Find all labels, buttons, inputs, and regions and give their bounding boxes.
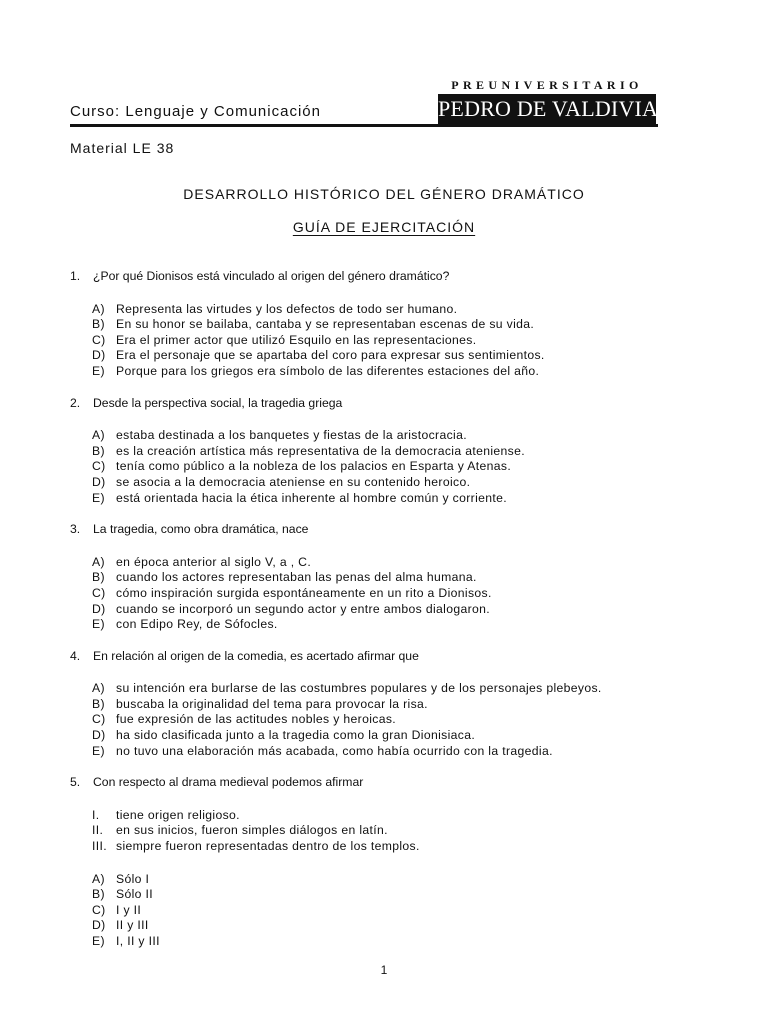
institution-logo [438,78,659,124]
statement-2 [70,823,690,839]
option-text: tenía como público a la nobleza de los palacios en Esparta y Atenas. [116,459,512,474]
option-letter: C) [92,459,106,474]
option-letter: B) [92,570,105,585]
question-number: 2. [70,395,81,410]
option-text: cuando se incorporó un segundo actor y entre ambos dialogaron. [116,601,491,616]
question-3 [70,522,690,633]
option-text: cuando los actores representaban las penas del alma humana. [116,570,477,585]
question-number: 5. [70,775,81,790]
statement-1 [70,808,690,824]
material-label: Material LE 38 [70,140,175,156]
statement-3 [70,839,690,855]
option-letter: C) [92,712,106,727]
question-number: 1. [70,269,81,283]
option-text: está orientada hacia la ética inherente al hombre común y corriente. [116,490,507,505]
option-letter: B) [92,696,105,711]
question-text: En relación al origen de la comedia, es acertado afirmar que [93,648,419,663]
option-text: se asocia a la democracia ateniense en su contenido heroico. [116,474,471,489]
option-d [70,918,690,934]
option-d [70,602,690,618]
option-letter: A) [92,428,105,443]
option-a [70,428,690,444]
option-d [70,475,690,491]
option-letter: B) [92,887,105,902]
question-text: Desde la perspectiva social, la tragedia griega [93,395,343,410]
option-letter: D) [92,474,106,489]
option-text: Porque para los griegos era símbolo de las diferentes estaciones del año. [116,363,540,378]
option-letter: A) [92,871,105,886]
option-letter: A) [92,301,105,316]
option-c [70,333,690,349]
option-text: es la creación artística más representativa de la democracia ateniense. [116,443,525,458]
option-text: en época anterior al siglo V, a , C. [116,554,312,569]
option-text: su intención era burlarse de las costumbres populares y de los personajes plebeyos. [116,681,602,696]
option-text: buscaba la originalidad del tema para provocar la risa. [116,696,428,711]
logo-top-text: PREUNIVERSITARIO [451,78,643,92]
question-4 [70,649,690,760]
option-b [70,444,690,460]
option-text: ha sido clasificada junto a la tragedia como la gran Dionisiaca. [116,728,476,743]
option-text: I, II y III [116,934,160,948]
statement-text: tiene origen religioso. [116,807,240,822]
option-b [70,317,690,333]
page-number: 1 [380,963,388,977]
option-text: no tuvo una elaboración más acabada, como había ocurrido con la tragedia. [116,743,553,758]
option-text: Sólo I [116,871,150,886]
option-letter: D) [92,918,106,933]
statement-number: II. [92,823,104,838]
option-a [70,681,690,697]
option-c [70,712,690,728]
option-text: II y III [116,918,149,933]
option-letter: A) [92,554,105,569]
option-text: I y II [116,902,142,917]
option-a [70,302,690,318]
document-subtitle: GUÍA DE EJERCITACIÓN [292,219,476,235]
option-d [70,728,690,744]
question-number: 3. [70,522,81,537]
option-a [70,872,690,888]
question-5 [70,775,690,949]
logo-main-text: PEDRO DE VALDIVIA [438,94,656,124]
statement-number: III. [92,839,107,854]
option-text: fue expresión de las actitudes nobles y heroicas. [116,712,397,727]
option-letter: B) [92,317,105,332]
question-1 [70,269,690,380]
option-text: Era el primer actor que utilizó Esquilo en las representaciones. [116,332,477,347]
document-subtitle-wrap [0,219,768,235]
option-b [70,887,690,903]
question-number: 4. [70,648,81,663]
option-e [70,934,690,950]
option-d [70,348,690,364]
option-c [70,459,690,475]
option-e [70,491,690,507]
statement-number: I. [92,807,100,822]
option-c [70,903,690,919]
option-e [70,617,690,633]
option-text: cómo inspiración surgida espontáneamente en un rito a Dionisos. [116,585,492,600]
document-title: DESARROLLO HISTÓRICO DEL GÉNERO DRAMÁTICO [183,186,585,202]
option-text: con Edipo Rey, de Sófocles. [116,617,278,632]
option-letter: C) [92,902,106,917]
question-text: ¿Por qué Dionisos está vinculado al origen del género dramático? [93,269,450,283]
option-letter: E) [92,363,105,378]
option-b [70,697,690,713]
option-c [70,586,690,602]
header-rule [70,124,658,127]
option-letter: C) [92,585,106,600]
option-text: estaba destinada a los banquetes y fiestas de la aristocracia. [116,428,467,443]
option-letter: E) [92,934,105,948]
option-e [70,744,690,760]
option-text: En su honor se bailaba, cantaba y se representaban escenas de su vida. [116,317,535,332]
option-text: Representa las virtudes y los defectos de todo ser humano. [116,301,458,316]
option-b [70,570,690,586]
course-label: Curso: Lenguaje y Comunicación [70,103,321,120]
option-letter: D) [92,601,106,616]
option-letter: D) [92,348,106,363]
option-a [70,555,690,571]
questions-list [70,269,690,950]
option-letter: E) [92,617,105,632]
question-text: Con respecto al drama medieval podemos afirmar [93,775,364,790]
option-text: Sólo II [116,887,154,902]
option-letter: E) [92,743,105,758]
option-letter: D) [92,728,106,743]
option-text: Era el personaje que se apartaba del coro para expresar sus sentimientos. [116,348,545,363]
option-letter: B) [92,443,105,458]
statement-text: siempre fueron representadas dentro de los templos. [116,839,420,854]
question-2 [70,396,690,507]
option-letter: A) [92,681,105,696]
option-e [70,364,690,380]
option-letter: E) [92,490,105,505]
option-letter: C) [92,332,106,347]
question-text: La tragedia, como obra dramática, nace [93,522,309,537]
statement-text: en sus inicios, fueron simples diálogos en latín. [116,823,388,838]
